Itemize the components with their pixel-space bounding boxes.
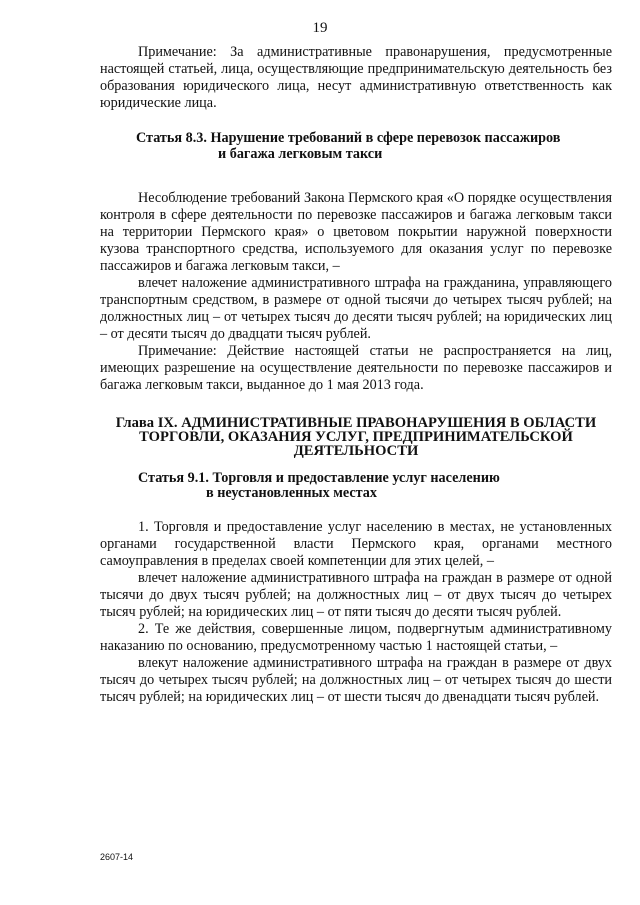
page-number: 19 <box>312 20 328 36</box>
article-9-1-title-line1: Статья 9.1. Торговля и предоставление услуг населению <box>138 470 500 486</box>
chapter-9-title-line3: ДЕЯТЕЛЬНОСТИ <box>293 443 419 459</box>
article-9-1-paragraph-2: влечет наложение административного штрафа на граждан в размере от одной тысячи до двух тысяч рублей; на должностных лиц – от двух тысяч до четырех тысяч рублей; на юридических лиц – от пяти тысяч до десяти тысяч рублей. <box>100 570 612 620</box>
article-9-1-paragraph-4: влекут наложение административного штрафа на граждан в размере от двух тысяч до четырех тысяч рублей; на должностных лиц – от четырех тысяч до шести тысяч рублей; на юридических лиц – от шести тысяч до двенадцати тысяч рублей. <box>100 655 612 705</box>
chapter-9-title-line2: ТОРГОВЛИ, ОКАЗАНИЯ УСЛУГ, ПРЕДПРИНИМАТЕЛЬСКОЙ <box>139 429 573 445</box>
footer-document-code: 2607-14 <box>100 852 134 862</box>
article-8-3-paragraph-1: Несоблюдение требований Закона Пермского края «О порядке осуществления контроля в сфере деятельности по перевозке пассажиров и багажа легковым такси на территории Пермского края» о цветовом покрытии наружной поверхности кузова транспортного средства, используемого для оказания услуг по перевозке пассажиров и багажа легковым такси, – <box>100 190 612 274</box>
document-body <box>100 44 612 706</box>
article-9-1-paragraph-3: 2. Те же действия, совершенные лицом, подвергнутым административному наказанию по основанию, предусмотренному частью 1 настоящей статьи, – <box>100 621 612 654</box>
article-9-1-title-line2: в неустановленных местах <box>206 485 377 501</box>
chapter-9-heading <box>100 416 612 458</box>
article-9-1-heading <box>100 471 612 501</box>
article-8-3-heading <box>100 131 612 162</box>
article-8-3-title-line1: Статья 8.3. Нарушение требований в сфере перевозок пассажиров <box>136 130 561 146</box>
article-8-3-paragraph-2: влечет наложение административного штрафа на гражданина, управляющего транспортным средством, в размере от одной тысячи до четырех тысяч рублей; на должностных лиц – от четырех тысяч до десяти тысяч рублей; на юридических лиц – от десяти тысяч до двадцати тысяч рублей. <box>100 275 612 342</box>
article-9-1-paragraph-1: 1. Торговля и предоставление услуг населению в местах, не установленных органами государственной власти Пермского края, органами местного самоуправления в пределах своей компетенции для этих целей, – <box>100 519 612 569</box>
article-8-3-note: Примечание: Действие настоящей статьи не распространяется на лиц, имеющих разрешение на осуществление деятельности по перевозке пассажиров и багажа легковым такси, выданное до 1 мая 2013 года. <box>100 343 612 393</box>
article-8-3-title-line2: и багажа легковым такси <box>218 145 383 162</box>
chapter-9-title-line1: Глава IX. АДМИНИСТРАТИВНЫЕ ПРАВОНАРУШЕНИЯ В ОБЛАСТИ <box>115 415 597 431</box>
note-paragraph: Примечание: За административные правонарушения, предусмотренные настоящей статьей, лица, осуществляющие предпринимательскую деятельность без образования юридического лица, несут административную ответственность как юридические лица. <box>100 44 612 111</box>
